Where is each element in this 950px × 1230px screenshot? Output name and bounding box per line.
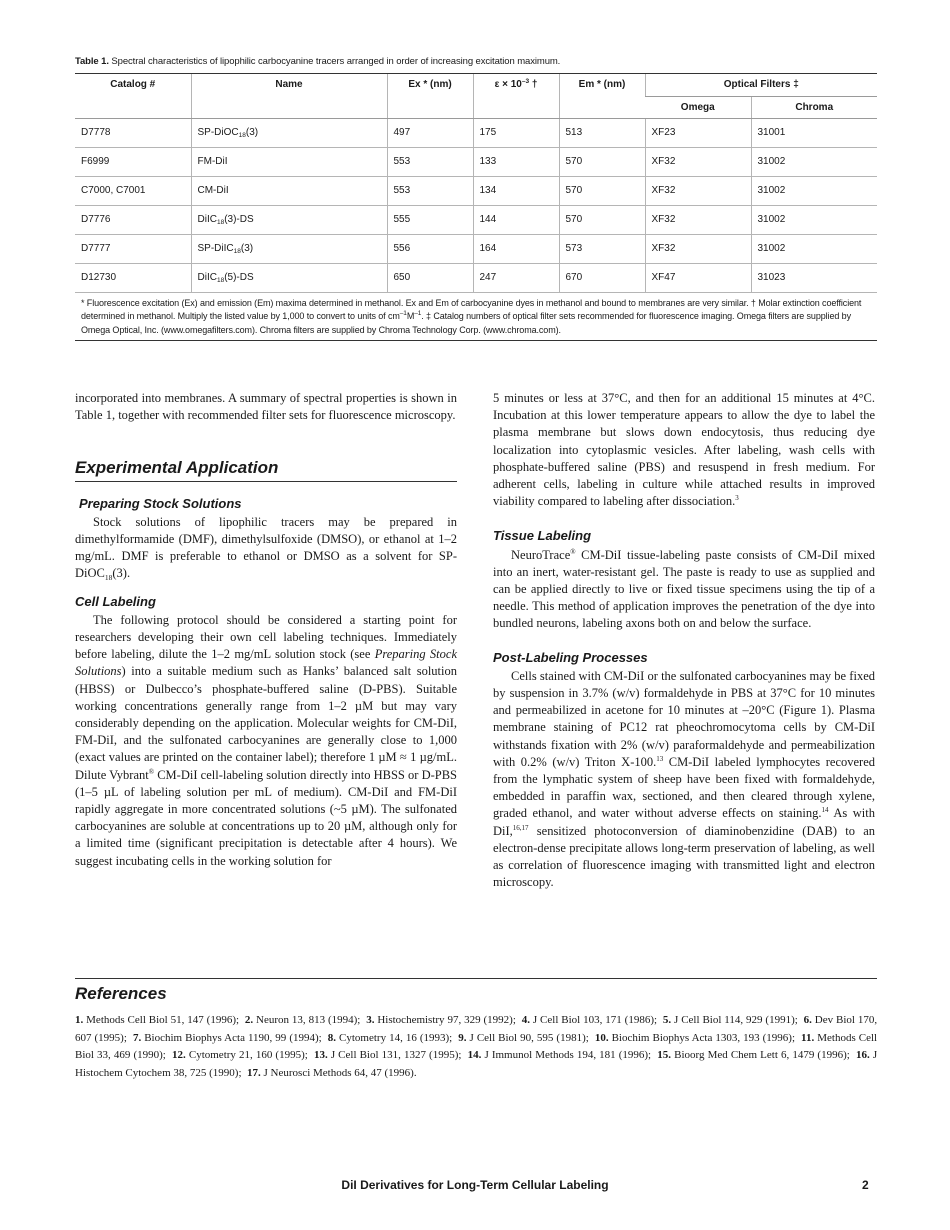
cell-em: 570 bbox=[559, 147, 645, 176]
intro-paragraph: incorporated into membranes. A summary of spectral properties is shown in Table 1, together with recommended filter sets for fluorescence microscopy. bbox=[75, 391, 457, 423]
post-labeling-heading: Post-Labeling Processes bbox=[493, 649, 648, 665]
cell-em: 513 bbox=[559, 118, 645, 147]
tissue-labeling-heading: Tissue Labeling bbox=[493, 528, 592, 544]
cell-ex: 553 bbox=[387, 147, 473, 176]
reference-item: 13. J Cell Biol 131, 1327 (1995); bbox=[313, 1049, 462, 1061]
cell-labeling-heading: Cell Labeling bbox=[75, 593, 156, 609]
cell-name: SP-DiIC$_{18}$(3) bbox=[191, 234, 387, 263]
reference-item: 4. J Cell Biol 103, 171 (1986); bbox=[521, 1014, 658, 1026]
page-number: 2 bbox=[862, 1178, 869, 1192]
section-title: Experimental Application bbox=[75, 459, 457, 481]
reference-item: 12. Cytometry 21, 160 (1995); bbox=[172, 1049, 308, 1061]
caption-label: Table 1. bbox=[75, 56, 109, 67]
tissue-labeling-paragraph: NeuroTrace® CM-DiI tissue-labeling paste consists of CM-DiI mixed into an inert, water-resistant gel. The paste is ready to use as supplied and can be applied directly to live or fixed tissue specimens using the tip of a needle. This method of application improves the penetration of the dye into bundled neurons, labeling axons both on and below the surface. bbox=[493, 547, 875, 631]
table-row bbox=[75, 147, 877, 176]
reference-item: 15. Bioorg Med Chem Lett 6, 1479 (1996); bbox=[657, 1049, 850, 1061]
table-row bbox=[75, 234, 877, 263]
reference-item: 11. Methods Cell Biol 33, 469 (1990); bbox=[75, 1031, 878, 1061]
right-column bbox=[493, 390, 875, 891]
cell-chroma: 31002 bbox=[751, 234, 877, 263]
references-title: References bbox=[75, 984, 167, 1003]
cell-chroma: 31002 bbox=[751, 147, 877, 176]
header-extinction: $\varepsilon \times 10^{-3}$ † bbox=[473, 74, 559, 118]
cell-name: FM-DiI bbox=[191, 147, 387, 176]
cell-eps: 134 bbox=[473, 176, 559, 205]
cell-ex: 497 bbox=[387, 118, 473, 147]
cell-em: 570 bbox=[559, 176, 645, 205]
header-name: Name bbox=[191, 74, 387, 118]
cell-omega: XF23 bbox=[645, 118, 751, 147]
reference-item: 7. Biochim Biophys Acta 1190, 99 (1994); bbox=[132, 1031, 322, 1044]
reference-item: 10. Biochim Biophys Acta 1303, 193 (1996); bbox=[594, 1031, 796, 1044]
header-catalog: Catalog # bbox=[75, 74, 191, 118]
table-row bbox=[75, 118, 877, 147]
table-footnote: * Fluorescence excitation (Ex) and emission (Em) maxima determined in methanol. Ex and Em of carbocyanine dyes in methanol and bound to membranes are very similar. † Molar extinction coefficient determined in methanol. Multiply the listed value by 1,000 to convert to units of $cm^{-1}M^{-1}$. ‡ Catalog numbers of optical filter sets recommended for fluorescence imaging. Omega filters are supplied by Omega Optical, Inc. (www.omegafilters.com). Chroma filters are supplied by Chroma Technology Corp. (www.chroma.com). bbox=[75, 293, 877, 342]
cell-eps: 164 bbox=[473, 234, 559, 263]
header-optical-filters: Optical Filters ‡ bbox=[645, 74, 877, 96]
references-section bbox=[75, 978, 877, 1082]
cell-chroma: 31023 bbox=[751, 263, 877, 292]
reference-item: 17. J Neurosci Methods 64, 47 (1996). bbox=[247, 1066, 417, 1079]
cell-omega: XF32 bbox=[645, 176, 751, 205]
table-caption bbox=[75, 56, 877, 67]
cell-eps: 144 bbox=[473, 205, 559, 234]
reference-item: 2. Neuron 13, 813 (1994); bbox=[244, 1014, 361, 1026]
spectral-table-section bbox=[75, 56, 877, 341]
cell-catalog: D7776 bbox=[75, 205, 191, 234]
reference-item: 5. J Cell Biol 114, 929 (1991); bbox=[662, 1014, 798, 1026]
cell-eps: 175 bbox=[473, 118, 559, 147]
cell-omega: XF32 bbox=[645, 205, 751, 234]
left-column bbox=[75, 390, 457, 870]
cell-name: DiIC$_{18}$(5)-DS bbox=[191, 263, 387, 292]
table-row bbox=[75, 176, 877, 205]
cell-em: 570 bbox=[559, 205, 645, 234]
stock-paragraph: Stock solutions of lipophilic tracers may be prepared in dimethylformamide (DMF), dimethylsulfoxide (DMSO), or ethanol at 1–2 mg/mL. DMF is preferable to ethanol or DMSO as a solvent for SP-DiOC$_{18}$(3). bbox=[75, 514, 457, 583]
cell-catalog: C7000, C7001 bbox=[75, 176, 191, 205]
references-list bbox=[75, 1012, 877, 1082]
reference-item: 16. J Histochem Cytochem 38, 725 (1990); bbox=[75, 1049, 878, 1079]
continued-paragraph: 5 minutes or less at 37°C, and then for an additional 15 minutes at 4°C. Incubation at this lower temperature appears to allow the dye to label the plasma membrane but slows down endocytosis, thus reducing dye localization into cytoplasmic vesicles. After labeling, wash cells with phosphate-buffered saline (PBS) and resuspend in fresh medium. For adherent cells, labeling in culture while attached results in improved viability compared to labeling after dissociation.$^3$ bbox=[493, 391, 875, 509]
cell-catalog: F6999 bbox=[75, 147, 191, 176]
stock-heading: Preparing Stock Solutions bbox=[79, 495, 242, 511]
reference-item: 9. J Cell Biol 90, 595 (1981); bbox=[458, 1031, 589, 1044]
cell-name: CM-DiI bbox=[191, 176, 387, 205]
header-em: Em * (nm) bbox=[559, 74, 645, 118]
cell-omega: XF32 bbox=[645, 147, 751, 176]
cell-omega: XF32 bbox=[645, 234, 751, 263]
reference-item: 3. Histochemistry 97, 329 (1992); bbox=[366, 1014, 516, 1026]
cell-ex: 650 bbox=[387, 263, 473, 292]
footer-title: DiI Derivatives for Long-Term Cellular Labeling bbox=[341, 1178, 609, 1192]
cell-catalog: D7778 bbox=[75, 118, 191, 147]
spectral-table bbox=[75, 74, 877, 293]
reference-item: 6. Dev Biol 170, 607 (1995); bbox=[75, 1014, 878, 1044]
cell-name: SP-DiOC$_{18}$(3) bbox=[191, 118, 387, 147]
reference-item: 14. J Immunol Methods 194, 181 (1996); bbox=[467, 1049, 652, 1061]
cell-ex: 553 bbox=[387, 176, 473, 205]
cell-catalog: D12730 bbox=[75, 263, 191, 292]
cell-eps: 133 bbox=[473, 147, 559, 176]
cell-ex: 555 bbox=[387, 205, 473, 234]
cell-chroma: 31001 bbox=[751, 118, 877, 147]
header-omega: Omega bbox=[645, 96, 751, 118]
cell-omega: XF47 bbox=[645, 263, 751, 292]
table-row bbox=[75, 205, 877, 234]
cell-em: 573 bbox=[559, 234, 645, 263]
cell-eps: 247 bbox=[473, 263, 559, 292]
cell-ex: 556 bbox=[387, 234, 473, 263]
header-chroma: Chroma bbox=[751, 96, 877, 118]
header-ex: Ex * (nm) bbox=[387, 74, 473, 118]
cell-labeling-paragraph: The following protocol should be considered a starting point for researchers developing their own cell labeling techniques. Immediately before labeling, dilute the 1–2 mg/mL solution stock (see Preparing Stock Solutions) into a suitable medium such as Hanks’ balanced salt solution (HBSS) or Dulbecco’s phosphate-buffered saline (D-PBS). Suitable working concentrations generally range from 1–2 µM but may vary considerably depending on the application. Molecular weights for CM-DiI, FM-DiI, and the sulfonated carbocyanines are generally close to 1,000 (exact values are printed on the container label); therefore 1 µM ≈ 1 µg/mL. Dilute Vybrant® CM-DiI cell-labeling solution directly into HBSS or D-PBS (1–5 µL of labeling solution per mL of medium). CM-DiI and FM-DiI rapidly aggregate in more concentrated solutions (~5 µM). The sulfonated carbocyanines are soluble at concentrations up to 20 µM, although only for a limited time (significant precipitation is detectable after 4 hours). We suggest incubating cells in the working solution for bbox=[75, 612, 458, 868]
post-labeling-paragraph: Cells stained with CM-DiI or the sulfonated carbocyanines may be fixed by suspension in 3.7% (w/v) formaldehyde in PBS at 37°C for 10 minutes and permeabilized in acetone for 10 minutes at –20°C (Figure 1). Plasma membrane staining of PC12 rat pheochromocytoma cells by CM-DiI withstands fixation with 2% (w/v) paraformaldehyde and permeabilization with 0.2% (w/v) Triton X-100.13 CM-DiI labeled lymphocytes recovered from the lymphatic system of sheep have been fixed with formaldehyde, embedded in paraffin wax, sectioned, and then cleared through xylene, graded ethanol, and water without adverse effects on staining.$^{14}$ As with DiI,$^{16,17}$ sensitized photoconversion of diaminobenzidine (DAB) to an electron-dense precipitate allows long-term preservation of labeling, as well as correlation of fluorescence imaging with transmitted light and electron microscopy. bbox=[493, 668, 875, 890]
caption-text: Spectral characteristics of lipophilic carbocyanine tracers arranged in order of increasing excitation maximum. bbox=[111, 56, 561, 67]
cell-chroma: 31002 bbox=[751, 205, 877, 234]
cell-em: 670 bbox=[559, 263, 645, 292]
cell-name: DiIC$_{18}$(3)-DS bbox=[191, 205, 387, 234]
reference-item: 8. Cytometry 14, 16 (1993); bbox=[327, 1031, 453, 1044]
table-row bbox=[75, 263, 877, 292]
cell-chroma: 31002 bbox=[751, 176, 877, 205]
reference-item: 1. Methods Cell Biol 51, 147 (1996); bbox=[75, 1014, 240, 1026]
cell-catalog: D7777 bbox=[75, 234, 191, 263]
